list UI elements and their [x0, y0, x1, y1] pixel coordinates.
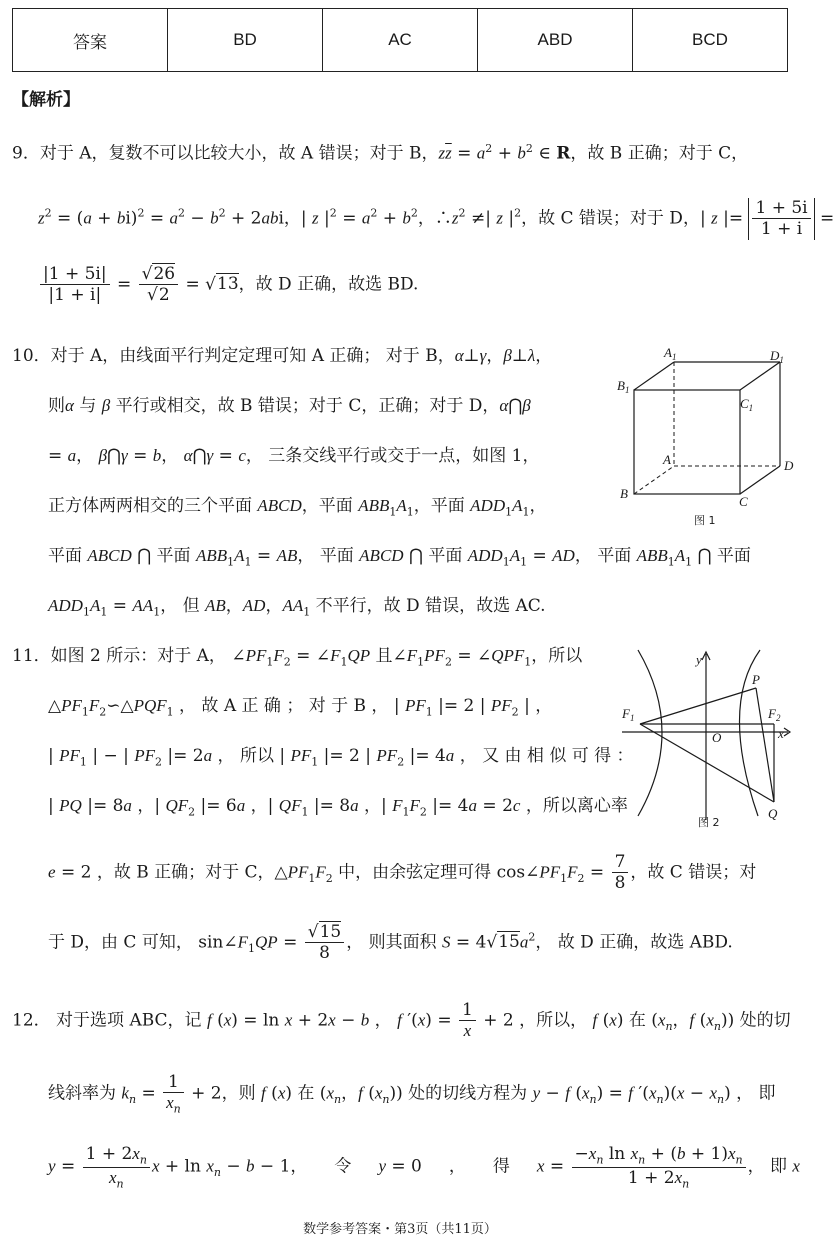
solution-11-line-6: 于 D，由 C 可知， $\sin\angle F_1QP$ = $\frac{√15}{8}$ ， 则其面积 $S = 4√15a^2$， 故 D 正确，故选 ABD.	[48, 922, 733, 964]
solution-10-line-4: 正方体两两相交的三个平面 ABCD，平面 $ABB_1A_1$，平面 $ADD_1A_1$，	[48, 496, 547, 519]
svg-text:A: A	[663, 452, 671, 467]
svg-text:x: x	[778, 726, 784, 741]
figure-2-caption: 图 2	[698, 816, 720, 829]
solution-12-line-3: y = $\frac{1 + 2x_n}{x_n}$ $x + \ln x_n - b - 1$， 令 y = 0 ， 得 x = $\frac{-x_n \ln x_n + (b + 1)x_n}{1 + 2x_n}$ ， 即 x	[48, 1144, 800, 1190]
solution-9-line-2: $z^2 = (a + bi)^2 = a^2 - b^2 + 2abi$，| z $|^2 = a^2 + b^2$，$\therefore z^2$ ≠| z $|^2$，故 C 错误；对于 D，| z |= $\frac{1 + 5i}{1 + i}$ =	[38, 198, 834, 240]
svg-text:B: B	[620, 486, 628, 501]
svg-text:Q: Q	[768, 806, 778, 821]
answer-header-cell: 答案	[13, 9, 168, 72]
svg-text:B1: $B_1$	[617, 378, 630, 395]
figure-1-cube	[612, 346, 800, 532]
table-row	[13, 9, 788, 72]
svg-text:P: P	[752, 672, 760, 687]
solution-9-line-3: $\frac{|1 + 5i|}{|1 + i|}$ = $\frac{√26}{√2}$ = √13，故 D 正确，故选 BD.	[38, 264, 418, 306]
svg-text:F2: $F_2$	[768, 706, 781, 723]
solution-11-line-1: 11．如图 2 所示：对于 A， $\angle PF_1F_2$ = $\angle F_1QP$ 且$\angle F_1PF_2$ = $\angle QPF_1$，所以	[12, 646, 583, 669]
solution-11-line-5: e = 2 ，故 B 正确；对于 C，$\triangle PF_1F_2$ 中，由余弦定理可得 $\cos\angle PF_1F_2$ = $\frac{7}{8}$ ，故 C 错误；对	[48, 852, 757, 894]
solution-11-line-2: $\triangle PF_1F_2∽\triangle PQF_1$ ， 故 A 正 确 ； 对 于 B ， | $PF_1$ |= 2 | $PF_2$ | ，	[48, 696, 553, 719]
answer-cell-9: BD	[168, 9, 323, 72]
solution-10-line-3: = a， β⋂γ = b， α⋂γ = c， 三条交线平行或交于一点，如图 1，	[48, 446, 540, 466]
figure-1-caption: 图 1	[694, 514, 716, 527]
solution-9-line-1: 9．对于 A，复数不可以比较大小，故 A 错误；对于 B，$z\overline{z} = a^2 + b^2$ ∈ R，故 B 正确；对于 C，	[12, 142, 749, 164]
svg-text:C1: $C_1$	[740, 396, 754, 413]
solution-11-line-3: | $PF_1$ | − | $PF_2$ |= 2a ， 所以 | $PF_1$ |= 2 | $PF_2$ |= 4a ， 又 由 相 似 可 得 ：	[48, 746, 634, 769]
solution-12-line-2: 线斜率为 $k_n$ = $\frac{1}{x_n}$ + 2，则 f (x) 在 ($x_n$，f $(x_n)$) 处的切线方程为 y − f $(x_n) = f$ $'(x_n)(x - x_n)$ ， 即	[48, 1072, 776, 1116]
svg-text:y: y	[696, 652, 702, 667]
answer-cell-12: BCD	[633, 9, 788, 72]
svg-text:C: C	[739, 494, 748, 509]
figure-2-hyperbola	[620, 640, 800, 836]
solution-10-line-2: 则α 与 β 平行或相交，故 B 错误；对于 C，正确；对于 D，α⋂β	[48, 396, 531, 416]
solution-10-line-1: 10．对于 A，由线面平行判定定理可知 A 正确； 对于 B，α⊥γ，β⊥λ，	[12, 346, 553, 366]
solution-11-line-4: | PQ |= 8a ，| $QF_2$ |= 6a ，| $QF_1$ |= 8a ，| $F_1F_2$ |= 4a = 2c ，所以离心率	[48, 796, 628, 819]
section-title: 【解析】	[12, 90, 80, 110]
answer-table	[12, 8, 788, 72]
svg-text:O: O	[712, 730, 722, 745]
solution-10-line-6: $ADD_1A_1 = AA_1$， 但 AB，AD，$AA_1$ 不平行，故 D 错误，故选 AC.	[48, 596, 546, 619]
svg-text:D: D	[784, 458, 794, 473]
svg-text:A1: $A_1$	[664, 345, 677, 362]
solution-12-line-1: 12． 对于选项 ABC，记 f (x) = ln x + 2x − b ， f ′(x) = $\frac{1}{x}$ + 2 ，所以， f (x) 在 ($x_n$，f $(x_n)$) 处的切	[12, 1000, 791, 1041]
page-footer: 数学参考答案・第3页（共11页）	[303, 1222, 497, 1237]
answer-cell-10: AC	[323, 9, 478, 72]
svg-text:D1: $D_1$	[770, 348, 784, 365]
solution-10-line-5: 平面 ABCD ⋂ 平面 $ABB_1A_1$ = AB， 平面 ABCD ⋂ 平面 $ADD_1A_1$ = AD， 平面 $ABB_1A_1$ ⋂ 平面	[48, 546, 751, 569]
answer-cell-11: ABD	[478, 9, 633, 72]
svg-text:F1: $F_1$	[622, 706, 635, 723]
